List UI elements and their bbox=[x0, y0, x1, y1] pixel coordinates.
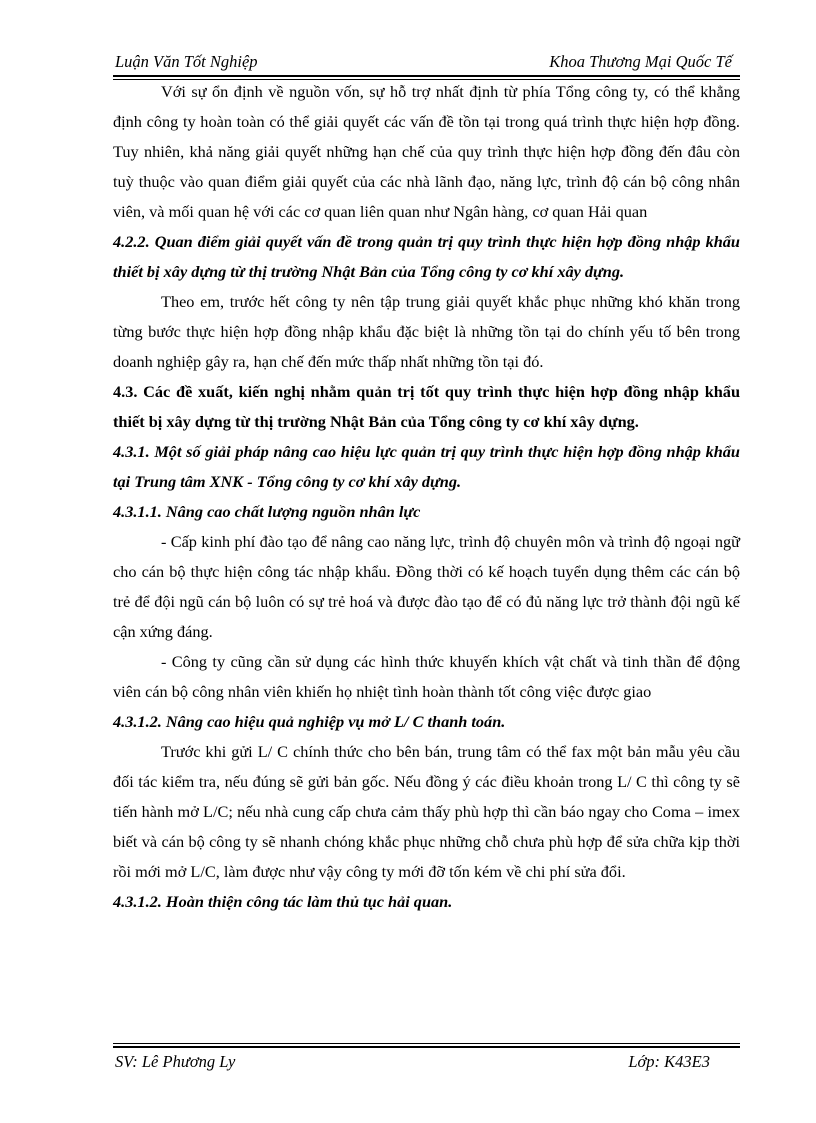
page-footer bbox=[113, 1050, 740, 1076]
paragraph-author-view: Theo em, trước hết công ty nên tập trung giải quyết khắc phục những khó khăn trong từng bước thực hiện hợp đồng nhập khẩu đặc biệt là những tồn tại do chính yếu tố bên trong doanh nghiệp gây ra, hạn chế đến mức thấp nhất những tồn tại đó. bbox=[113, 292, 740, 371]
heading-4-3-1-2-lc: 4.3.1.2. Nâng cao hiệu quả nghiệp vụ mở L/ C thanh toán. bbox=[113, 712, 506, 731]
footer-student-name: SV: Lê Phương Ly bbox=[115, 1052, 236, 1071]
heading-4-3-1: 4.3.1. Một số giải pháp nâng cao hiệu lực quản trị quy trình thực hiện hợp đồng nhập khẩu tại Trung tâm XNK - Tổng công ty cơ khí xây dựng. bbox=[113, 442, 740, 491]
paragraph-training-funding: - Cấp kinh phí đào tạo để nâng cao năng lực, trình độ chuyên môn và trình độ ngoại ngữ cho cán bộ thực hiện công tác nhập khẩu. Đồng thời có kế hoạch tuyển dụng thêm các cán bộ trẻ để đội ngũ cán bộ luôn có sự trẻ hoá và được đào tạo để có đủ năng lực trở thành đội ngũ kế cận xứng đáng. bbox=[113, 532, 740, 641]
heading-4-3-1-1: 4.3.1.1. Nâng cao chất lượng nguồn nhân lực bbox=[113, 502, 421, 521]
header-thesis-title: Luận Văn Tốt Nghiệp bbox=[115, 52, 258, 71]
footer-class-code: Lớp: K43E3 bbox=[628, 1052, 710, 1071]
page-body bbox=[113, 77, 740, 917]
paragraph-lc-procedure: Trước khi gửi L/ C chính thức cho bên bán, trung tâm có thể fax một bản mẫu yêu cầu đối tác kiểm tra, nếu đúng sẽ gửi bản gốc. Nếu đồng ý các điều khoản trong L/ C thì công ty sẽ tiến hành mở L/C; nếu nhà cung cấp chưa cảm thấy phù hợp thì cần báo ngay cho Coma – imex biết và cán bộ công ty sẽ nhanh chóng khắc phục những chỗ chưa phù hợp để sửa chữa kịp thời rồi mới mở L/C, làm được như vậy công ty mới đỡ tốn kém về chi phí sửa đổi. bbox=[113, 742, 740, 881]
paragraph-capital-stability: Với sự ổn định về nguồn vốn, sự hỗ trợ nhất định từ phía Tổng công ty, có thể khẳng định công ty hoàn toàn có thể giải quyết các vấn đề tồn tại trong quá trình thực hiện hợp đồng. Tuy nhiên, khả năng giải quyết những hạn chế của quy trình thực hiện hợp đồng đến đâu còn tuỳ thuộc vào quan điểm giải quyết của các nhà lãnh đạo, năng lực, trình độ cán bộ công nhân viên, và mối quan hệ với các cơ quan liên quan như Ngân hàng, cơ quan Hải quan bbox=[113, 82, 740, 221]
footer-rule-thick bbox=[113, 1046, 740, 1048]
heading-4-3-1-2-customs: 4.3.1.2. Hoàn thiện công tác làm thủ tục hải quan. bbox=[113, 892, 453, 911]
heading-4-3: 4.3. Các đề xuất, kiến nghị nhằm quản trị tốt quy trình thực hiện hợp đồng nhập khẩu thiết bị xây dựng từ thị trường Nhật Bản của Tổng công ty cơ khí xây dựng. bbox=[113, 382, 740, 431]
page-header bbox=[113, 50, 740, 76]
footer-rule-thin bbox=[113, 1043, 740, 1044]
paragraph-incentives: - Công ty cũng cần sử dụng các hình thức khuyến khích vật chất và tinh thần để động viên cán bộ công nhân viên khiến họ nhiệt tình hoàn thành tốt công việc được giao bbox=[113, 652, 740, 701]
header-faculty: Khoa Thương Mại Quốc Tế bbox=[549, 52, 732, 71]
heading-4-2-2: 4.2.2. Quan điểm giải quyết vấn đề trong quản trị quy trình thực hiện hợp đồng nhập khẩu thiết bị xây dựng từ thị trường Nhật Bản của Tổng công ty cơ khí xây dựng. bbox=[113, 232, 740, 281]
